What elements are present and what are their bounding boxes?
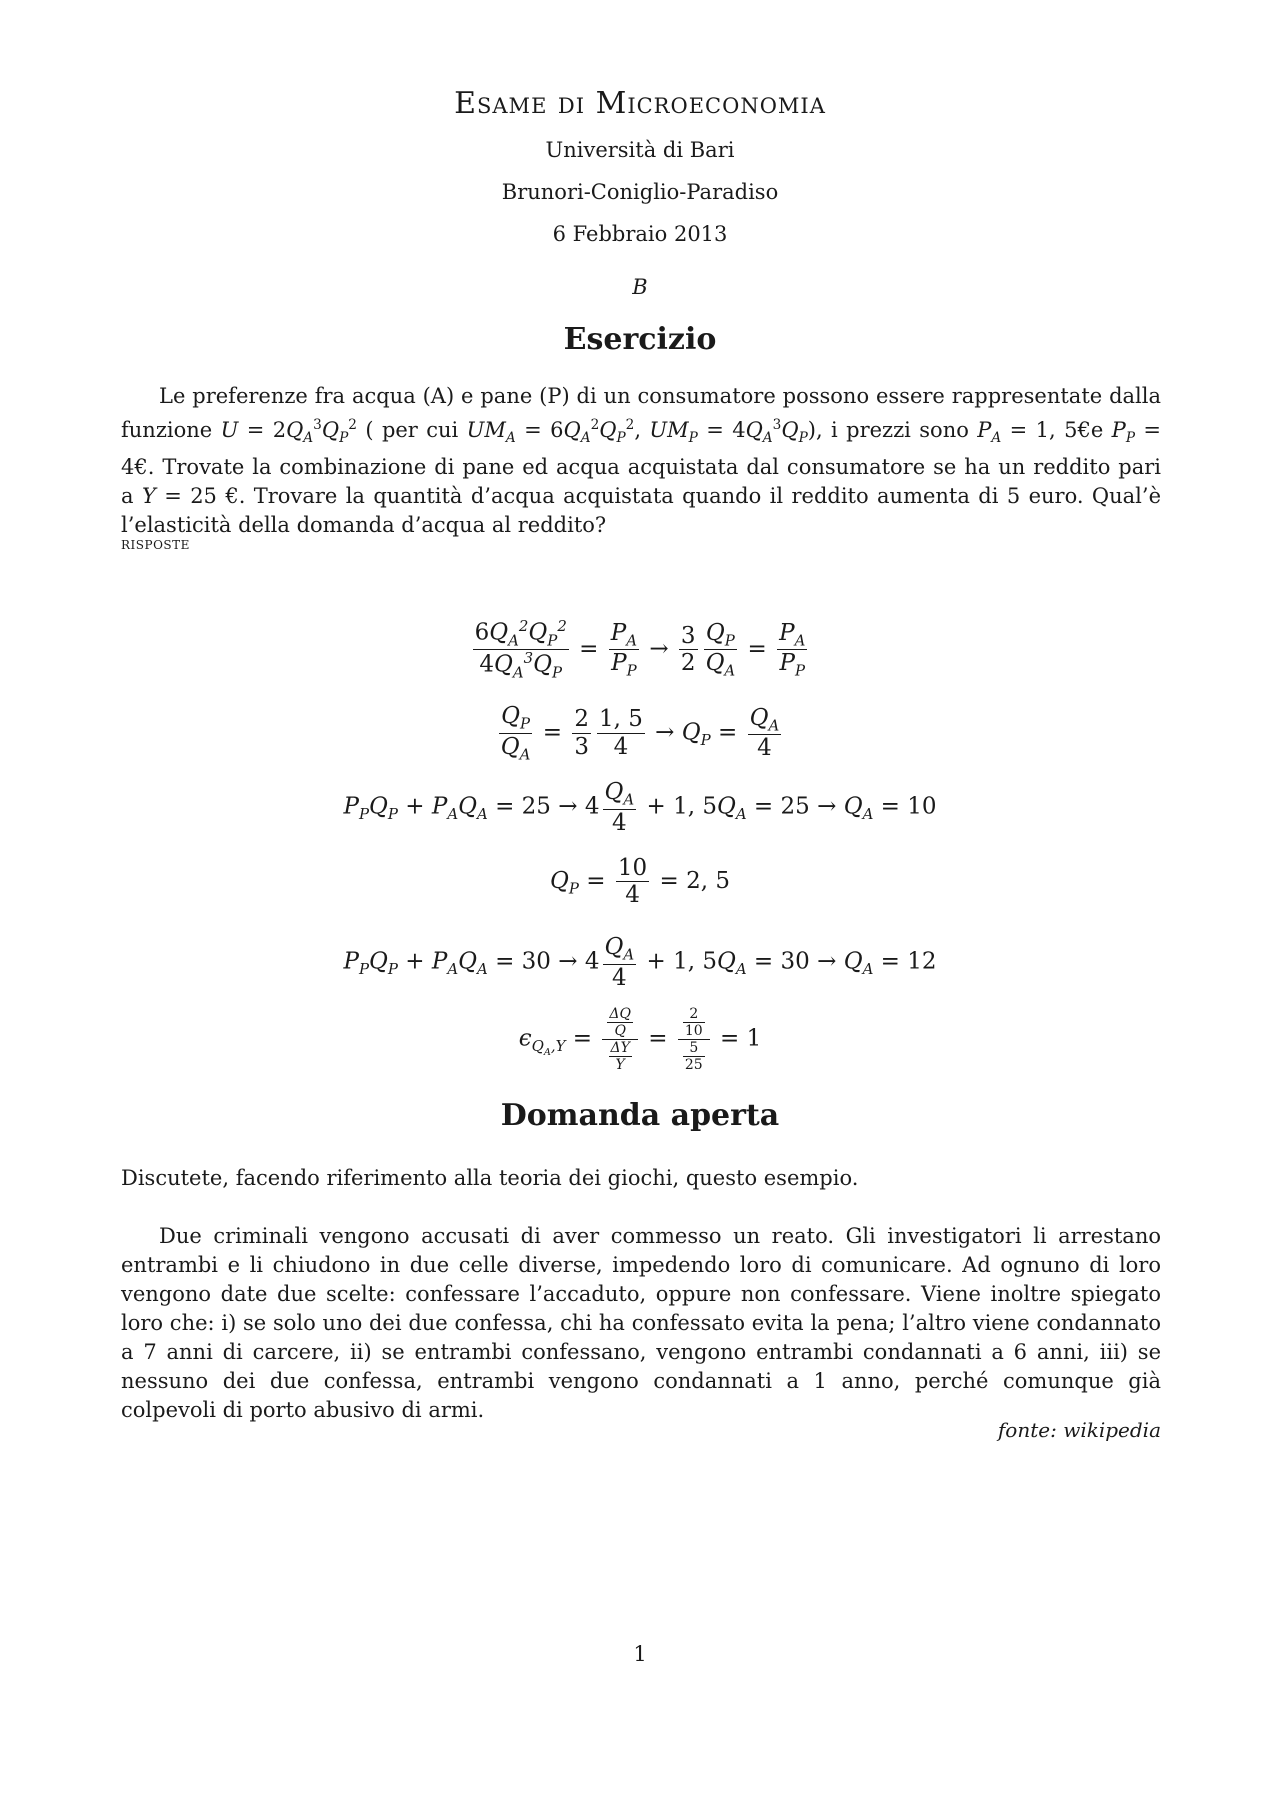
eq1-ratio-den: 2 <box>680 650 696 677</box>
eq2-den: 3 <box>574 733 589 760</box>
exercise-text-2: i prezzi sono <box>831 418 969 442</box>
university: Università di Bari <box>545 138 735 162</box>
equation-mrs: $\frac{6Q_A^2Q_P^2}{4Q_A^3Q_P}$ = $\frac{P_A}{P_P}$ → $\frac{3}{2}$ $\frac{Q_P}{Q_A}$ = $\frac{P_A}{P_P}$ <box>474 617 806 682</box>
eq1-ratio-num: 3 <box>680 623 696 649</box>
source-note: fonte: wikipedia <box>997 1418 1161 1442</box>
coef-pa: 1, 5 <box>673 948 717 975</box>
page-number: 1 <box>633 1642 647 1666</box>
equation-elasticity: $\epsilon_{Q_A,Y}$ = $\frac{\frac{\Delta Q}{Q}}{\frac{\Delta Y}{Y}}$ = $\frac{\frac{2}{10}}{\frac{5}{25}}$ = 1 <box>518 1006 762 1074</box>
euro-symbol: € <box>1077 418 1091 442</box>
open-question-story: Due criminali vengono accusati di aver commesso un reato. Gli investigatori li arrestano entrambi e li chiudono in due celle diverse, impedendo loro di comunicare. Ad ognuno di loro vengono date due scelte: confessare l’accaduto, oppure non confessare. Viene inoltre spiegato loro che: i) se solo uno dei due confessa, chi ha confessato evita la pena; l’altro viene condannato a 7 anni di carcere, ii) se entrambi confessano, vengono entrambi condannati a 6 anni, iii) se nessuno dei due confessa, entrambi vengono condannati a 1 anno, perché comunque già colpevoli di porto abusivo di armi. <box>121 1224 1161 1422</box>
elast-den-num: 5 <box>683 1040 705 1057</box>
authors: Brunori-Coniglio-Paradiso <box>501 180 779 204</box>
euro-symbol: € <box>134 455 148 480</box>
exercise-text-4: Trovare la quantità d’acqua acquistata quando il reddito aumenta di 5 euro. Qual’è l’elasticità della domanda d’acqua al reddito? <box>121 484 1162 538</box>
open-question-intro: Discutete, facendo riferimento alla teoria dei giochi, questo esempio. <box>121 1166 859 1190</box>
elast-num-den: 10 <box>684 1023 703 1040</box>
coef-pp: 4 <box>584 793 600 820</box>
exam-variant: B <box>632 275 648 299</box>
coef-pa: 1, 5 <box>673 793 717 820</box>
coef-pp: 4 <box>584 948 600 975</box>
equation-budget-25: $P_PQ_P + P_AQ_A = 25 \to 4$ $\frac{Q_A}{4}$ + 1, $5Q_A = 25 \to Q_A = 10$ <box>343 779 937 836</box>
qa-2: 12 <box>907 948 937 975</box>
eq2-pa: 1, 5 <box>598 706 643 733</box>
exercise-for-which: per cui <box>381 418 459 442</box>
elasticity-value: 1 <box>746 1025 762 1052</box>
budget-2: 30 <box>780 948 810 975</box>
exercise-text-3: Trovate la combinazione di pane ed acqua acquistata dal consumatore se ha un reddito pari a <box>121 455 1161 509</box>
elast-den-den: 25 <box>684 1057 703 1074</box>
eq2-pp: 4 <box>613 733 629 760</box>
budget-1: 25 <box>780 793 810 820</box>
equation-qp-ratio: $\frac{Q_P}{Q_A}$ = $\frac{2}{3}$ $\frac{1, 5}{4}$ → $Q_P$ = $\frac{Q_A}{4}$ <box>500 703 780 764</box>
budget-1: 25 <box>521 793 551 820</box>
equation-qp: $Q_P$ = $\frac{10}{4}$ = 2, 5 <box>550 855 730 909</box>
qa-1: 10 <box>907 793 937 820</box>
elast-num-num: 2 <box>683 1006 705 1023</box>
eq2-num: 2 <box>574 706 589 733</box>
budget-2: 30 <box>521 948 551 975</box>
exam-title: Esame di Microeconomia <box>454 86 826 121</box>
equation-budget-30: $P_PQ_P + P_AQ_A = 30 \to 4$ $\frac{Q_A}{4}$ + 1, $5Q_A = 30 \to Q_A = 12$ <box>343 934 937 991</box>
exercise-text-1: Le preferenze fra acqua (A) e pane (P) di un consumatore possono essere rappresentate dalla funzione <box>121 384 1161 442</box>
exercise-heading: Esercizio <box>563 322 717 357</box>
qp-value: 2, 5 <box>686 867 730 894</box>
euro-symbol: € <box>225 484 239 509</box>
exam-date: 6 Febbraio 2013 <box>552 222 728 246</box>
open-question-heading: Domanda aperta <box>500 1098 780 1133</box>
exercise-text: Le preferenze fra acqua (A) e pane (P) di un consumatore possono essere rappresentate dalla funzione $U = 2Q_A^3Q_P^2$ ( per cui $UM_A = 6Q_A^2Q_P^2$, $UM_P = 4Q_A^3Q_P$), i prezzi sono $P_A = 1$, 5€e $P_P$ = 4€. Trovate la combinazione di pane ed acqua acquistata dal consumatore se ha un reddito pari a Y = 25 €. Trovare la quantità d’acqua acquistata quando il reddito aumenta di 5 euro. Qual’è l’elasticità della domanda d’acqua al reddito? <box>121 384 1162 538</box>
qp-num: 10 <box>617 855 648 881</box>
qp-den: 4 <box>625 882 640 909</box>
answers-label: risposte <box>121 534 190 554</box>
